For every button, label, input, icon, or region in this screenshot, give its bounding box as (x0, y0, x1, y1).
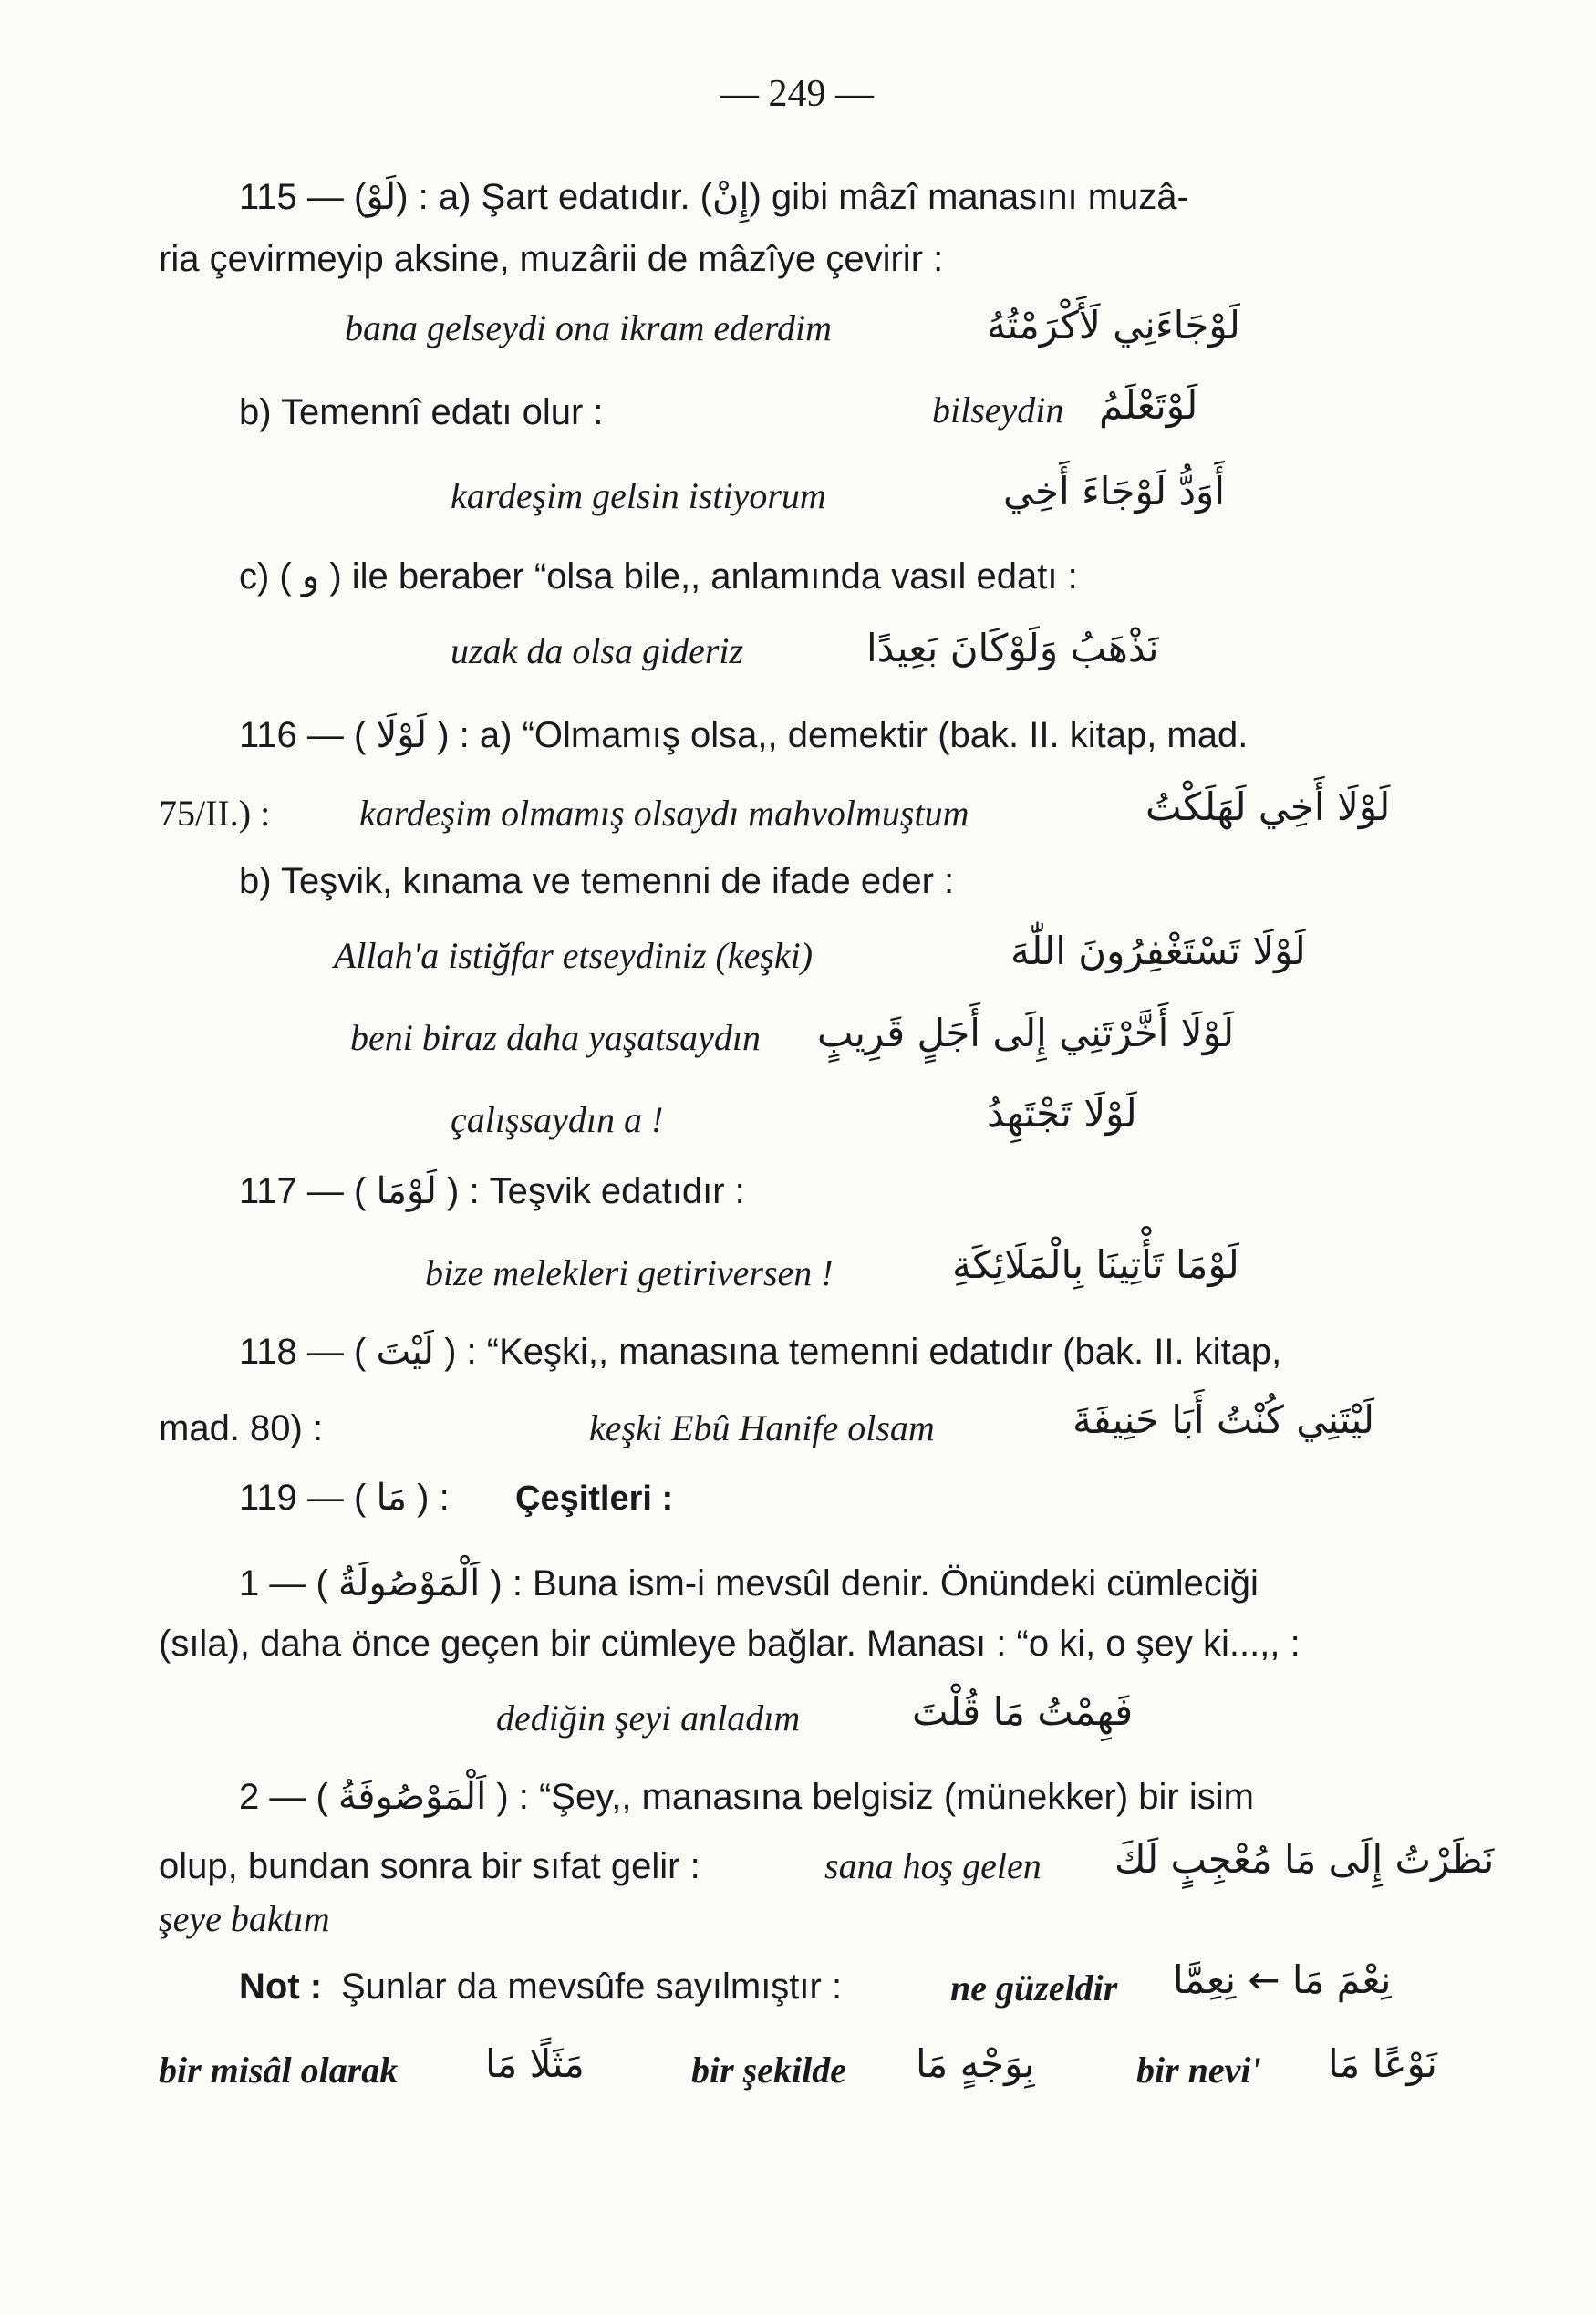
example-119-1-ar: فَهِمْتُ مَا قُلْتَ (912, 1689, 1134, 1734)
entry-115-c-label: c) ( و ) ile beraber “olsa bile,, anlamında vasıl edatı : (239, 556, 1078, 597)
entry-116-line-1: 116 — ( لَوْلَا ) : a) “Olmamış olsa,, demektir (bak. II. kitap, mad. (239, 715, 1249, 755)
entry-116-b-label: b) Teşvik, kınama ve temenni de ifade eder : (239, 861, 955, 901)
entry-119-2-line-2: olup, bundan sonra bir sıfat gelir : (159, 1846, 700, 1886)
entry-115-line-1: 115 — (لَوْ) : a) Şart edatıdır. (إِنْ) gibi mâzî manasını muzâ- (239, 177, 1189, 217)
example-116-c-tr: beni biraz daha yaşatsaydın (350, 1017, 761, 1058)
note-example-3-tr: bir şekilde (691, 2050, 846, 2091)
note-text: Şunlar da mevsûfe sayılmıştır : (341, 1967, 843, 2007)
example-118-tr: keşki Ebû Hanife olsam (589, 1407, 935, 1448)
example-115-c-tr: kardeşim gelsin istiyorum (451, 475, 826, 516)
example-115-a-ar: لَوْجَاءَنِي لَأَكْرَمْتُهُ (987, 303, 1240, 348)
note-example-4-tr: bir nevi' (1136, 2050, 1261, 2091)
example-116-a-ar: لَوْلَا أَخِي لَهَلَكْتُ (1145, 784, 1391, 829)
page-number: — 249 — (720, 73, 874, 115)
example-119-2-tr: sana hoş gelen (824, 1845, 1042, 1886)
example-119-2-ar: نَظَرْتُ إِلَى مَا مُعْجِبٍ لَكَ (1114, 1837, 1495, 1882)
entry-119-1-line-1: 1 — ( اَلْمَوْصُولَةُ ) : Buna ism-i mevsûl denir. Önündeki cümleciği (239, 1563, 1259, 1604)
note-example-2-ar: مَثَلًا مَا (485, 2041, 585, 2086)
example-116-c-ar: لَوْلَا أَخَّرْتَنِي إِلَى أَجَلٍ قَرِيبٍ (817, 1011, 1235, 1055)
note-label: Not : (239, 1967, 323, 2007)
note-example-ar: نِعْمَ مَا ← نِعِمَّا (1173, 1957, 1392, 2002)
entry-116-ref: 75/II.) : (159, 793, 271, 834)
example-115-b-ar: لَوْتَعْلَمُ (1099, 383, 1198, 428)
example-115-c-ar: أَوَدُّ لَوْجَاءَ أَخِي (1003, 469, 1225, 514)
example-116-d-ar: لَوْلَا تَجْتَهِدُ (987, 1091, 1137, 1136)
note-example-3-ar: بِوَجْهٍ مَا (916, 2041, 1035, 2086)
entry-119-1-line-2: (sıla), daha önce geçen bir cümleye bağlar. Manası : “o ki, o şey ki...,, : (159, 1624, 1301, 1664)
entry-119-line-1: 119 — ( مَا ) : (239, 1478, 450, 1518)
entry-115-b-label: b) Temennî edatı olur : (239, 392, 604, 432)
entry-118-line-1: 118 — ( لَيْتَ ) : “Keşki,, manasına temenni edatıdır (bak. II. kitap, (239, 1332, 1282, 1372)
example-117-tr: bize melekleri getiriversen ! (425, 1252, 834, 1293)
example-115-d-tr: uzak da olsa gideriz (451, 630, 744, 671)
entry-119-heading: Çeşitleri : (515, 1479, 674, 1518)
entry-115-line-2: ria çevirmeyip aksine, muzârii de mâzîye çevirir : (159, 239, 944, 279)
example-119-2-tr-cont: şeye baktım (159, 1898, 330, 1939)
example-115-b-tr: bilseydin (932, 389, 1064, 431)
entry-118-ref: mad. 80) : (159, 1408, 324, 1448)
note-example-2-tr: bir misâl olarak (159, 2050, 399, 2091)
example-119-1-tr: dediğin şeyi anladım (496, 1697, 801, 1739)
note-example-4-ar: نَوْعًا مَا (1328, 2041, 1437, 2086)
entry-119-2-line-1: 2 — ( اَلْمَوْصُوفَةُ ) : “Şey,, manasına belgisiz (münekker) bir isim (239, 1777, 1254, 1817)
note-example-tr: ne güzeldir (950, 1967, 1118, 2009)
entry-117-line-1: 117 — ( لَوْمَا ) : Teşvik edatıdır : (239, 1171, 745, 1211)
example-116-b-ar: لَوْلَا تَسْتَغْفِرُونَ اللّٰهَ (1010, 929, 1306, 973)
example-116-b-tr: Allah'a istiğfar etseydiniz (keşki) (334, 935, 814, 976)
example-115-a-tr: bana gelseydi ona ikram ederdim (345, 307, 832, 348)
example-115-d-ar: نَذْهَبُ وَلَوْكَانَ بَعِيدًا (866, 626, 1159, 670)
example-116-d-tr: çalışsaydın a ! (451, 1099, 664, 1140)
example-116-a-tr: kardeşim olmamış olsaydı mahvolmuştum (359, 793, 969, 834)
example-117-ar: لَوْمَا تَأْتِينَا بِالْمَلَائِكَةِ (952, 1242, 1239, 1287)
example-118-ar: لَيْتَنِي كُنْتُ أَبَا حَنِيفَةَ (1073, 1397, 1375, 1442)
